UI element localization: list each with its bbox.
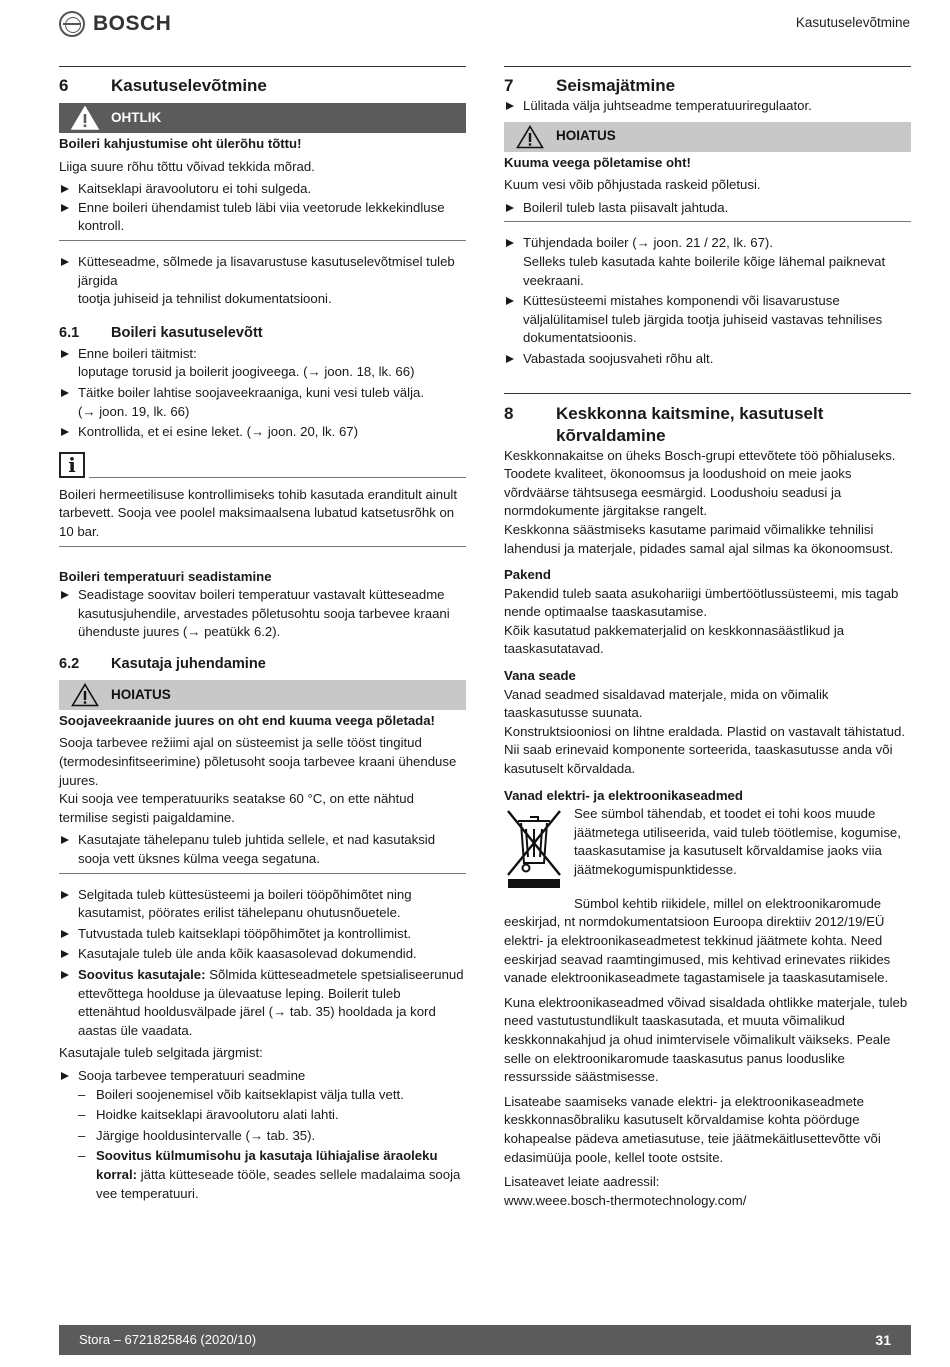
warning-triangle-icon <box>59 683 111 707</box>
crossed-out-bin-icon <box>504 805 568 895</box>
info-icon: i <box>59 452 85 478</box>
section-8-text: Keskkonna säästmiseks kasutame parimaid võimalikke tehnilisi lahendusi ja materjale, pidades samal ajal silmas ka ökonoomsust. <box>504 521 894 556</box>
right-column <box>504 66 911 1210</box>
weee-block <box>504 805 911 895</box>
warning-bar: HOIATUS <box>59 680 466 710</box>
section-8-text: Keskkonnakaitse on üheks Bosch-grupi ettevõtete töö põhialuseks. Toodete kvaliteet, ökonoomsus ja loodushoid on meie jaoks võrdväärse tähtsusega eesmärgid. Loodushoiu seadusi ja normdokumente järgitakse rangelt. <box>504 447 896 519</box>
weee-heading: Vanad elektri- ja elektroonikaseadmed <box>504 787 743 803</box>
header-section-title: Kasutuselevõtmine <box>795 15 910 30</box>
danger-bar: OHTLIK <box>59 103 466 133</box>
old-device-heading: Vana seade <box>504 668 576 684</box>
packaging-heading: Pakend <box>504 567 551 583</box>
weee-url-link[interactable]: www.weee.bosch-thermotechnology.com/ <box>504 1192 747 1208</box>
explain-list <box>59 1067 466 1086</box>
brand-name: BOSCH <box>93 11 172 35</box>
list-item: Kütteseadme, sõlmede ja lisavarustuse kasutuselevõtmisel tuleb järgida tootja juhiseid ja tehnilist dokumentatsiooni. <box>59 253 466 309</box>
list-item: Boileril tuleb lasta piisavalt jahtuda. <box>504 199 911 218</box>
sub-item: – Boileri soojenemisel võib kaitseklapist välja tulla vett. <box>78 1086 466 1105</box>
warning-text: Sooja tarbevee režiimi ajal on süsteemist ja selle tööst tingitud (termodesinfitseerimine) põletusoht sooja tarbevee kraani ühenduse juures. <box>59 735 457 788</box>
old-device-text: Konstruktsiooniosi on lihtne eraldada. Plastid on vastavalt tähistatud. Nii saab erinevaid komponente sorteerida, taaskasutusse anda või kasutuselt kõrvaldada. <box>504 723 905 777</box>
list-item: Seadistage soovitav boileri temperatuur vastavalt kütteseadme kasutusjuhendile, arvestades põletusohtu sooja tarbevee kraani ühenduste juures (→ peatükk 6.2). <box>59 586 466 642</box>
list-item: Kaitseklapi äravoolutoru ei tohi sulgeda. <box>59 180 466 199</box>
warning-text: Kui sooja vee temperatuuriks seatakse 60 °C, on ette nähtud termilise segisti paigaldamine. <box>59 791 414 825</box>
weee-text: Lisateabe saamiseks vanade elektri- ja elektroonikaseadmete keskkonnasõbraliku kasutuselt kõrvaldamise kohta pöörduge kohapealse pädeva ametiasutuse, teie jäätmekäitlusettevõtte või edasimüüja poole, kellel toote ostsite. <box>504 1093 881 1165</box>
list-item: Tutvustada tuleb kaitseklapi tööpõhimõtet ja kontrollimist. <box>59 925 466 944</box>
bosch-logo <box>59 10 171 38</box>
section-6-1-list <box>59 345 466 442</box>
list-item: Täitke boiler lahtise soojaveekraaniga, kuni vesi tuleb välja. (→ joon. 19, lk. 66) <box>59 384 466 421</box>
packaging-text: Kõik kasutatud pakkematerjalid on keskkonnasäästlikud ja taaskasutatavad. <box>504 622 845 657</box>
weee-text: Kuna elektroonikaseadmed võivad sisaldada ohtlikke materjale, tuleb need vastutustundlikult taaskasutada, et muuta võimalikud keskkonnakahjud ja ohud inimtervisele võimalikult väikseks. Peale selle on elektroonikaromude taaskasutus panus looduslike ressursside säästmisesse. <box>504 994 908 1085</box>
section-6-heading: 6 Kasutuselevõtmine <box>59 76 267 95</box>
warning-list <box>59 831 466 868</box>
warning-bar: HOIATUS <box>504 122 911 152</box>
instruction-list <box>59 886 466 1041</box>
warning-list <box>504 199 911 218</box>
list-item: Kontrollida, et ei esine leket. (→ joon. 20, lk. 67) <box>59 423 466 442</box>
weee-text: Sümbol kehtib riikidele, millel on elektroonikaromude eeskirjad, nt normdokumentatsioon Euroopa direktiiv 2012/19/EÜ elektri- ja elektroonikaseadmetest tekkinud jäätmete kohta. Need eeskirjad seavad raamtingimused, mis kehtivad erinevates riikides vanade elektroonikaseadmete tagastamisele ja taaskasutamisele. <box>504 895 891 986</box>
commissioning-note <box>59 253 466 309</box>
footer-bar <box>59 1325 911 1355</box>
list-item: Sooja tarbevee temperatuuri seadmine <box>59 1067 466 1086</box>
page-number: 31 <box>875 1331 891 1348</box>
list-item: Küttesüsteemi mistahes komponendi või lisavarustuse väljalülitamisel tuleb järgida tootja juhiseid vastavas tehnilises dokumentatsioonis. <box>504 292 911 348</box>
explain-sublist <box>59 1086 466 1204</box>
section-6-2-heading: 6.2 Kasutaja juhendamine <box>59 655 266 672</box>
warning-heading: Soojaveekraanide juures on oht end kuuma veega põletada! <box>59 712 435 728</box>
info-text: Boileri hermeetilisuse kontrollimiseks tohib kasutada eranditult ainult tarbevett. Sooja vee poolel maksimaalsena lubatud katsetusrõhk on 10 bar. <box>59 486 458 539</box>
section-6-1-heading: 6.1 Boileri kasutuselevõtt <box>59 324 263 341</box>
sub-item: – Hoidke kaitseklapi äravoolutoru alati lahti. <box>78 1106 466 1125</box>
section-7-first <box>504 97 911 116</box>
list-item: Enne boileri ühendamist tuleb läbi viia veetorude lekkekindluse kontroll. <box>59 199 466 236</box>
list-item: Vabastada soojusvaheti rõhu alt. <box>504 350 911 369</box>
warning-heading: Kuuma veega põletamise oht! <box>504 154 691 170</box>
list-item: Tühjendada boiler (→ joon. 21 / 22, lk. 67). Selleks tuleb kasutada kahte boilerile kõige lähemal paiknevat veekraani. <box>504 234 911 290</box>
packaging-text: Pakendid tuleb saata asukohariigi ümbertöötlussüsteemi, mis tagab nende optimaalse taaskasutamise. <box>504 585 899 620</box>
danger-text: Liiga suure rõhu tõttu võivad tekkida mõrad. <box>59 158 315 174</box>
danger-heading: Boileri kahjustumise oht ülerõhu tõttu! <box>59 136 302 151</box>
left-column <box>59 66 466 1203</box>
warning-text: Kuum vesi võib põhjustada raskeid põletusi. <box>504 177 761 193</box>
weee-text: Lisateavet leiate aadressil: <box>504 1174 660 1190</box>
list-item: Lülitada välja juhtseadme temperatuuriregulaator. <box>504 97 911 116</box>
list-item: Kasutajate tähelepanu tuleb juhtida sellele, et nad kasutaksid sooja vett üksnes külma veega segatuna. <box>59 831 466 868</box>
section-8-heading: 8 Keskkonna kaitsmine, kasutuselt kõrvaldamine <box>504 403 824 445</box>
warning-triangle-icon <box>504 125 556 149</box>
weee-text: See sümbol tähendab, et toodet ei tohi koos muude jäätmetega utiliseerida, vaid tuleb töötlemise, kogumise, taaskasutamise ja kasutuselt kõrvaldamise jaoks viia jäätmekogumispunktidesse. <box>574 806 901 877</box>
danger-list <box>59 180 466 236</box>
list-item: Enne boileri täitmist: loputage torusid ja boilerit joogiveega. (→ joon. 18, lk. 66) <box>59 345 466 382</box>
explain-text: Kasutajale tuleb selgitada järgmist: <box>59 1045 263 1061</box>
temp-setting-list <box>59 586 466 642</box>
info-box <box>59 452 466 478</box>
section-7-list <box>504 234 911 368</box>
old-device-text: Vanad seadmed sisaldavad materjale, mida on võimalik taaskasutusse suunata. <box>504 686 829 721</box>
list-item: Selgitada tuleb küttesüsteemi ja boileri tööpõhimõtet ning kasutamist, pöörates erilist tähelepanu ohutusnõuetele. <box>59 886 466 923</box>
bosch-armature-icon <box>59 11 85 37</box>
section-7-heading: 7 Seismajätmine <box>504 76 676 95</box>
list-item: Kasutajale tuleb üle anda kõik kaasasolevad dokumendid. <box>59 945 466 964</box>
list-item: Soovitus kasutajale: Sõlmida kütteseadmetele spetsialiseerunud ettevõttega hoolduse ja ülevaatuse leping. Boilerit tuleb ettenähtud hooldusvälpade järel (→ tab. 35) hooldada ja kord aastas üle vaadata. <box>59 966 466 1040</box>
sub-item: – Soovitus külmumisohu ja kasutaja lühiajalise äraoleku korral: jätta kütteseade tööle, seades sellele madalaima sooja vee temperatuuri. <box>78 1147 466 1203</box>
temp-setting-heading: Boileri temperatuuri seadistamine <box>59 568 272 584</box>
warning-triangle-icon <box>59 106 111 130</box>
sub-item: – Järgige hooldusintervalle (→ tab. 35). <box>78 1127 466 1146</box>
footer-document-id: Stora – 6721825846 (2020/10) <box>79 1331 257 1347</box>
